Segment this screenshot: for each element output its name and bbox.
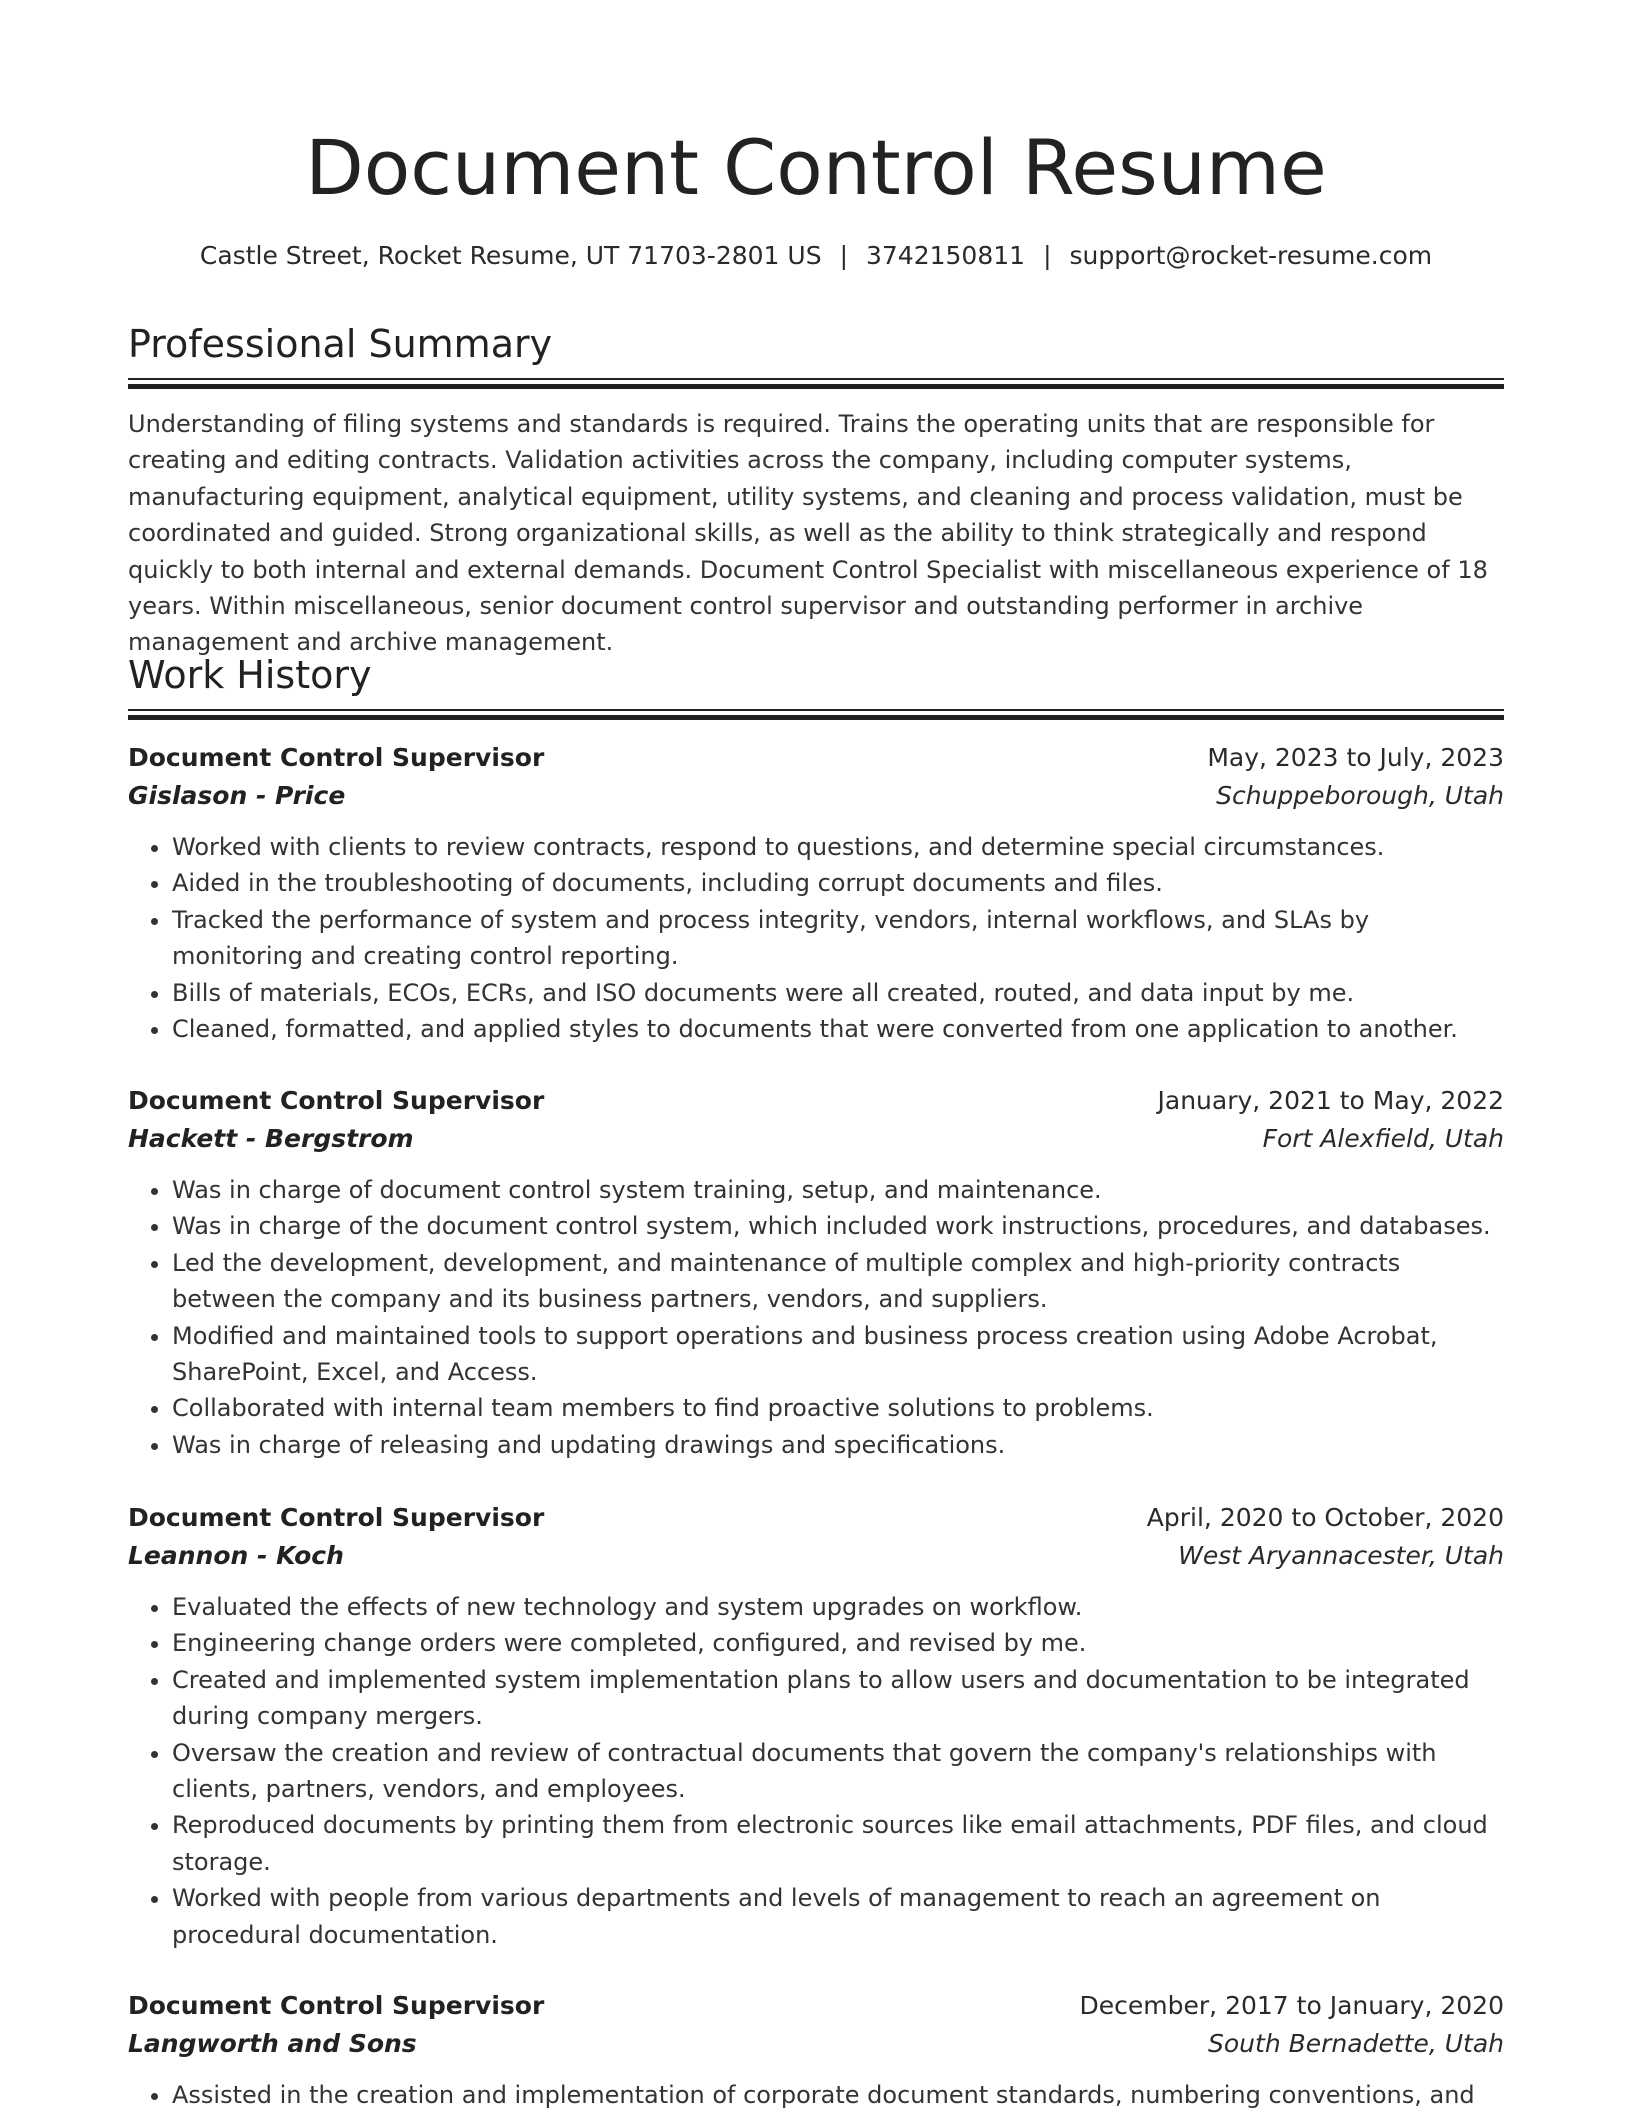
contact-phone: 3742150811 <box>866 241 1026 270</box>
contact-address: Castle Street, Rocket Resume, UT 71703-2801 US <box>199 241 822 270</box>
job-company: Leannon - Koch <box>128 1541 344 1570</box>
job-bullet: • Modified and maintained tools to support operations and business process creation using Adobe Acrobat, SharePoint, Excel, and Access. <box>172 1318 1504 1391</box>
job-title: Document Control Supervisor <box>128 1503 545 1532</box>
job-bullet: • Evaluated the effects of new technology and system upgrades on workflow. <box>172 1589 1504 1625</box>
job-company-row <box>128 2025 1504 2063</box>
job-location: Fort Alexfield, Utah <box>1262 1124 1504 1153</box>
job-bullet: • Created and implemented system implementation plans to allow users and documentation to be integrated during company mergers. <box>172 1662 1504 1735</box>
contact-line <box>128 236 1504 276</box>
contact-separator: | <box>1043 241 1052 270</box>
section-divider <box>128 378 1504 388</box>
job-company-row <box>128 1537 1504 1575</box>
job-bullet-list <box>128 2077 1504 2113</box>
job-dates: April, 2020 to October, 2020 <box>1146 1503 1504 1532</box>
job-bullet: • Was in charge of the document control system, which included work instructions, procedures, and databases. <box>172 1208 1504 1244</box>
divider-thin-line <box>128 709 1504 711</box>
job-bullet: • Was in charge of releasing and updating drawings and specifications. <box>172 1427 1504 1463</box>
job-bullet-list <box>128 1589 1504 1953</box>
page-title: Document Control Resume <box>305 123 1327 212</box>
job-bullet: • Assisted in the creation and implementation of corporate document standards, numbering conventions, and <box>172 2077 1504 2113</box>
job-bullet: • Collaborated with internal team members to find proactive solutions to problems. <box>172 1390 1504 1426</box>
contact-email: support@rocket-resume.com <box>1069 241 1433 270</box>
job-bullet: • Reproduced documents by printing them from electronic sources like email attachments, PDF files, and cloud storage. <box>172 1807 1504 1880</box>
contact-separator: | <box>839 241 848 270</box>
job-company: Langworth and Sons <box>128 2029 417 2058</box>
job-bullet: • Was in charge of document control system training, setup, and maintenance. <box>172 1172 1504 1208</box>
job-header-row <box>128 1499 1504 1537</box>
divider-thick-line <box>128 384 1504 389</box>
section-heading-work-history: Work History <box>128 653 372 697</box>
job-header-row <box>128 739 1504 777</box>
job-entry <box>128 1082 1504 1463</box>
job-bullet: • Oversaw the creation and review of contractual documents that govern the company's relationships with clients, partners, vendors, and employees. <box>172 1735 1504 1808</box>
job-dates: December, 2017 to January, 2020 <box>1079 1991 1504 2020</box>
job-bullet: • Bills of materials, ECOs, ECRs, and ISO documents were all created, routed, and data input by me. <box>172 975 1504 1011</box>
job-company: Gislason - Price <box>128 781 346 810</box>
section-divider <box>128 709 1504 719</box>
job-bullet-list <box>128 1172 1504 1463</box>
job-header-row <box>128 1082 1504 1120</box>
job-entry <box>128 1987 1504 2113</box>
job-title: Document Control Supervisor <box>128 1086 545 1115</box>
divider-thick-line <box>128 715 1504 720</box>
job-dates: January, 2021 to May, 2022 <box>1157 1086 1504 1115</box>
job-bullet: • Engineering change orders were completed, configured, and revised by me. <box>172 1625 1504 1661</box>
job-company: Hackett - Bergstrom <box>128 1124 414 1153</box>
job-location: South Bernadette, Utah <box>1208 2029 1504 2058</box>
job-title: Document Control Supervisor <box>128 1991 545 2020</box>
job-location: Schuppeborough, Utah <box>1216 781 1504 810</box>
job-company-row <box>128 1120 1504 1158</box>
section-heading-summary: Professional Summary <box>128 322 553 366</box>
job-bullet: • Aided in the troubleshooting of documents, including corrupt documents and files. <box>172 865 1504 901</box>
job-bullet: • Worked with clients to review contracts, respond to questions, and determine special circumstances. <box>172 829 1504 865</box>
job-location: West Aryannacester, Utah <box>1178 1541 1504 1570</box>
job-dates: May, 2023 to July, 2023 <box>1207 743 1504 772</box>
job-header-row <box>128 1987 1504 2025</box>
job-entry <box>128 1499 1504 1953</box>
job-company-row <box>128 777 1504 815</box>
job-bullet: • Cleaned, formatted, and applied styles to documents that were converted from one application to another. <box>172 1011 1504 1047</box>
job-bullet-list <box>128 829 1504 1047</box>
job-bullet: • Tracked the performance of system and process integrity, vendors, internal workflows, and SLAs by monitoring and creating control reporting. <box>172 902 1504 975</box>
job-bullet: • Led the development, development, and maintenance of multiple complex and high-priority contracts between the company and its business partners, vendors, and suppliers. <box>172 1245 1504 1318</box>
job-entry <box>128 739 1504 1047</box>
divider-thin-line <box>128 378 1504 380</box>
summary-text: Understanding of filing systems and standards is required. Trains the operating units that are responsible for creating and editing contracts. Validation activities across the company, including computer systems, manufacturing equipment, analytical equipment, utility systems, and cleaning and process validation, must be coordinated and guided. Strong organizational skills, as well as the ability to think strategically and respond quickly to both internal and external demands. Document Control Specialist with miscellaneous experience of 18 years. Within miscellaneous, senior document control supervisor and outstanding performer in archive management and archive management. <box>128 410 1488 657</box>
job-bullet: • Worked with people from various departments and levels of management to reach an agreement on procedural documentation. <box>172 1880 1504 1953</box>
job-title: Document Control Supervisor <box>128 743 545 772</box>
